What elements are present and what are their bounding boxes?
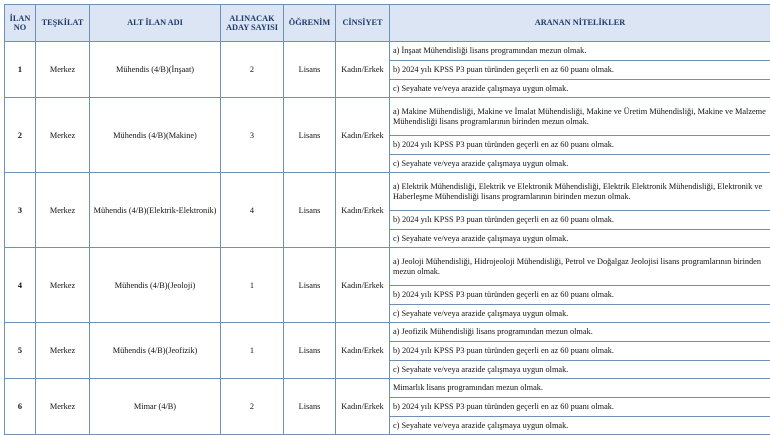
- header-ogrenim: ÖĞRENİM: [284, 5, 336, 42]
- teskilat-cell: Merkez: [36, 42, 90, 98]
- requirement-cell: c) Seyahate ve/veya arazide çalışmaya uygun olmak.: [390, 80, 770, 98]
- alt-ilan-cell: Mühendis (4/B)(Makine): [90, 98, 221, 173]
- cinsiyet-cell: Kadın/Erkek: [336, 379, 390, 435]
- cinsiyet-cell: Kadın/Erkek: [336, 248, 390, 323]
- table-row: [5, 98, 770, 136]
- aday-sayisi-cell: 4: [221, 173, 284, 248]
- teskilat-cell: Merkez: [36, 173, 90, 248]
- cinsiyet-cell: Kadın/Erkek: [336, 323, 390, 379]
- ogrenim-cell: Lisans: [284, 98, 336, 173]
- cinsiyet-cell: Kadın/Erkek: [336, 42, 390, 98]
- requirement-cell: b) 2024 yılı KPSS P3 puan türünden geçerli en az 60 puanı olmak.: [390, 61, 770, 80]
- header-teskilat: TEŞKİLAT: [36, 5, 90, 42]
- requirement-cell: c) Seyahate ve/veya arazide çalışmaya uygun olmak.: [390, 361, 770, 379]
- aday-sayisi-cell: 1: [221, 323, 284, 379]
- job-listing-table: [4, 4, 770, 435]
- requirement-cell: a) Elektrik Mühendisliği, Elektrik ve Elektronik Mühendisliği, Elektrik Elektronik Mühendisliği, Elektronik ve Haberleşme Mühendisliği lisans programlarının birinden mezun olmak.: [390, 173, 770, 211]
- header-aday-sayisi: ALINACAK ADAY SAYISI: [221, 5, 284, 42]
- requirement-cell: b) 2024 yılı KPSS P3 puan türünden geçerli en az 60 puanı olmak.: [390, 211, 770, 230]
- ilan-no-cell: 4: [5, 248, 36, 323]
- requirement-cell: b) 2024 yılı KPSS P3 puan türünden geçerli en az 60 puanı olmak.: [390, 342, 770, 361]
- table-row: [5, 42, 770, 61]
- requirement-cell: Mimarlık lisans programından mezun olmak.: [390, 379, 770, 398]
- table-row: [5, 379, 770, 398]
- alt-ilan-cell: Mühendis (4/B)(Elektrik-Elektronik): [90, 173, 221, 248]
- ilan-no-cell: 1: [5, 42, 36, 98]
- table-row: [5, 173, 770, 211]
- header-alt-ilan: ALT İLAN ADI: [90, 5, 221, 42]
- alt-ilan-cell: Mühendis (4/B)(Jeoloji): [90, 248, 221, 323]
- ogrenim-cell: Lisans: [284, 323, 336, 379]
- aday-sayisi-cell: 3: [221, 98, 284, 173]
- cinsiyet-cell: Kadın/Erkek: [336, 98, 390, 173]
- aday-sayisi-cell: 1: [221, 248, 284, 323]
- table-row: [5, 323, 770, 342]
- table-header: [5, 5, 770, 42]
- header-ilan-no: İLAN NO: [5, 5, 36, 42]
- requirement-cell: a) Jeofizik Mühendisliği lisans programından mezun olmak.: [390, 323, 770, 342]
- ilan-no-cell: 3: [5, 173, 36, 248]
- ilan-no-cell: 6: [5, 379, 36, 435]
- aday-sayisi-cell: 2: [221, 42, 284, 98]
- requirement-cell: c) Seyahate ve/veya arazide çalışmaya uygun olmak.: [390, 230, 770, 248]
- ogrenim-cell: Lisans: [284, 42, 336, 98]
- teskilat-cell: Merkez: [36, 98, 90, 173]
- cinsiyet-cell: Kadın/Erkek: [336, 173, 390, 248]
- header-row: [5, 5, 770, 42]
- teskilat-cell: Merkez: [36, 323, 90, 379]
- alt-ilan-cell: Mühendis (4/B)(İnşaat): [90, 42, 221, 98]
- requirement-cell: b) 2024 yılı KPSS P3 puan türünden geçerli en az 60 puanı olmak.: [390, 286, 770, 305]
- aday-sayisi-cell: 2: [221, 379, 284, 435]
- requirement-cell: b) 2024 yılı KPSS P3 puan türünden geçerli en az 60 puanı olmak.: [390, 398, 770, 417]
- requirement-cell: a) Makine Mühendisliği, Makine ve İmalat Mühendisliği, Makine ve Üretim Mühendisliği, Makine ve Malzeme Mühendisliği lisans programlarının birinden mezun olmak.: [390, 98, 770, 136]
- header-nitelikler: ARANAN NİTELİKLER: [390, 5, 770, 42]
- requirement-cell: a) İnşaat Mühendisliği lisans programından mezun olmak.: [390, 42, 770, 61]
- ogrenim-cell: Lisans: [284, 248, 336, 323]
- alt-ilan-cell: Mühendis (4/B)(Jeofizik): [90, 323, 221, 379]
- ilan-no-cell: 5: [5, 323, 36, 379]
- teskilat-cell: Merkez: [36, 248, 90, 323]
- header-cinsiyet: CİNSİYET: [336, 5, 390, 42]
- requirement-cell: a) Jeoloji Mühendisliği, Hidrojeoloji Mühendisliği, Petrol ve Doğalgaz Jeolojisi lisans programlarının birinden mezun olmak.: [390, 248, 770, 286]
- requirement-cell: c) Seyahate ve/veya arazide çalışmaya uygun olmak.: [390, 155, 770, 173]
- requirement-cell: c) Seyahate ve/veya arazide çalışmaya uygun olmak.: [390, 305, 770, 323]
- requirement-cell: c) Seyahate ve/veya arazide çalışmaya uygun olmak.: [390, 417, 770, 435]
- ogrenim-cell: Lisans: [284, 173, 336, 248]
- table-body: [5, 42, 770, 435]
- ilan-no-cell: 2: [5, 98, 36, 173]
- requirement-cell: b) 2024 yılı KPSS P3 puan türünden geçerli en az 60 puanı olmak.: [390, 136, 770, 155]
- ogrenim-cell: Lisans: [284, 379, 336, 435]
- alt-ilan-cell: Mimar (4/B): [90, 379, 221, 435]
- table-row: [5, 248, 770, 286]
- teskilat-cell: Merkez: [36, 379, 90, 435]
